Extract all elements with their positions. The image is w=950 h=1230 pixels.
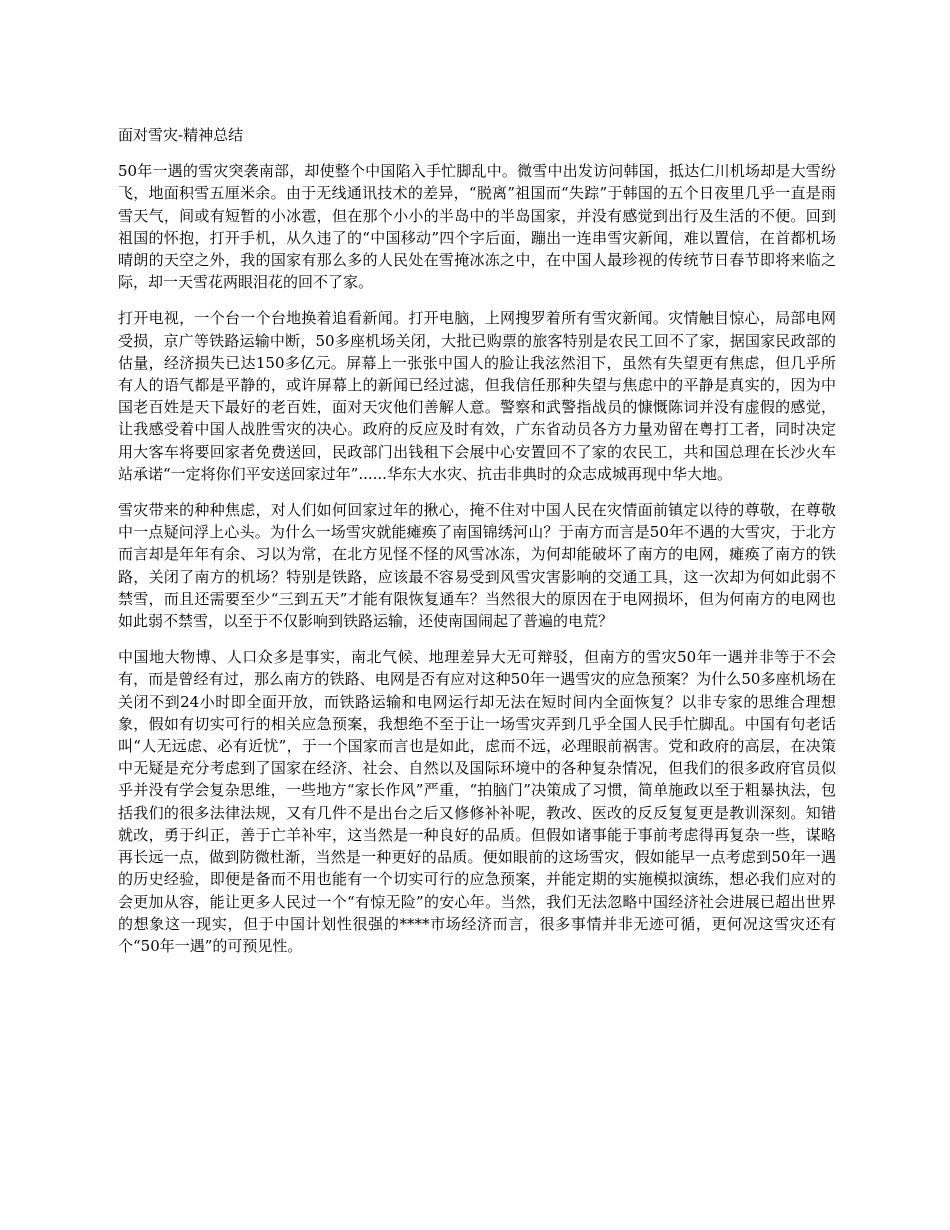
document-title: 面对雪灾-精神总结 (118, 126, 244, 144)
paragraph-4: 中国地大物博、人口众多是事实，南北气候、地理差异大无可辩驳，但南方的雪灾50年一遇并非等于不会有，而是曾经有过，那么南方的铁路、电网是否有应对这种50年一遇雪灾的应急预案？为什么50多座机场在关闭不到24小时即全面开放，而铁路运输和电网运行却无法在短时间内全面恢复？以非专家的思维合理想象，假如有切实可行的相关应急预案，我想绝不至于让一场雪灾弄到几乎全国人民手忙脚乱。中国有句老话叫“人无远虑、必有近忧”，于一个国家而言也是如此，虑而不远，必理眼前祸害。党和政府的高层，在决策中无疑是充分考虑到了国家在经济、社会、自然以及国际环境中的各种复杂情况，但我们的很多政府官员似乎并没有学会复杂思维，一些地方“家长作风”严重，“拍脑门”决策成了习惯，简单施政以至于粗暴执法，包括我们的很多法律法规，又有几件不是出台之后又修修补补呢，教改、医改的反反复复更是教训深刻。知错就改，勇于纠正，善于亡羊补牢，这当然是一种良好的品质。但假如诸事能于事前考虑得再复杂一些，谋略再长远一点，做到防微杜渐，当然是一种更好的品质。便如眼前的这场雪灾，假如能早一点考虑到50年一遇的历史经验，即便是备而不用也能有一个切实可行的应急预案，并能定期的实施模拟演练，想必我们应对的会更加从容，能让更多人民过一个“有惊无险”的安心年。当然，我们无法忽略中国经济社会进展已超出世界的想象这一现实，但于中国计划性很强的****市场经济而言，很多事情并非无迹可循，更何况这雪灾还有个“50年一遇”的可预见性。 (118, 648, 836, 955)
document-page (118, 124, 836, 971)
paragraph-1: 50年一遇的雪灾突袭南部，却使整个中国陷入手忙脚乱中。微雪中出发访问韩国，抵达仁川机场却是大雪纷飞，地面积雪五厘米余。由于无线通讯技术的差异，“脱离”祖国而“失踪”于韩国的五个日夜里几乎一直是雨雪天气，间或有短暂的小冰雹，但在那个小小的半岛中的半岛国家，并没有感觉到出行及生活的不便。回到祖国的怀抱，打开手机，从久违了的“中国移动”四个字后面，蹦出一连串雪灾新闻，难以置信，在首都机场晴朗的天空之外，我的国家有那么多的人民处在雪掩冰冻之中，在中国人最珍视的传统节日春节即将来临之际，却一天雪花两眼泪花的回不了家。 (118, 162, 836, 292)
paragraph-3: 雪灾带来的种种焦虑，对人们如何回家过年的揪心，掩不住对中国人民在灾情面前镇定以待的尊敬，在尊敬中一点疑问浮上心头。为什么一场雪灾就能瘫痪了南国锦绣河山？于南方而言是50年不遇的大雪灾，于北方而言却是年年有余、习以为常，在北方见怪不怪的风雪冰冻，为何却能破坏了南方的电网，瘫痪了南方的铁路，关闭了南方的机场？特别是铁路，应该最不容易受到风雪灾害影响的交通工具，这一次却为何如此弱不禁雪，而且还需要至少“三到五天”才能有限恢复通车？当然很大的原因在于电网损坏，但为何南方的电网也如此弱不禁雪，以至于不仅影响到铁路运输，还使南国闹起了普遍的电荒？ (118, 501, 836, 631)
paragraph-2: 打开电视，一个台一个台地换着追看新闻。打开电脑，上网搜罗着所有雪灾新闻。灾情触目惊心，局部电网受损，京广等铁路运输中断，50多座机场关闭，大批已购票的旅客特别是农民工回不了家，据国家民政部的估量，经济损失已达150多亿元。屏幕上一张张中国人的脸让我泫然泪下，虽然有失望更有焦虑，但几乎所有人的语气都是平静的，或许屏幕上的新闻已经过滤，但我信任那种失望与焦虑中的平静是真实的，因为中国老百姓是天下最好的老百姓，面对天灾他们善解人意。警察和武警指战员的慷慨陈词并没有虚假的感觉，让我感受着中国人战胜雪灾的决心。政府的反应及时有效，广东省动员各方力量劝留在粤打工者，同时决定用大客车将要回家者免费送回，民政部门出钱租下会展中心安置回不了家的农民工，共和国总理在长沙火车站承诺“一定将你们平安送回家过年”......华东大水灾、抗击非典时的众志成城再现中华大地。 (118, 309, 836, 483)
